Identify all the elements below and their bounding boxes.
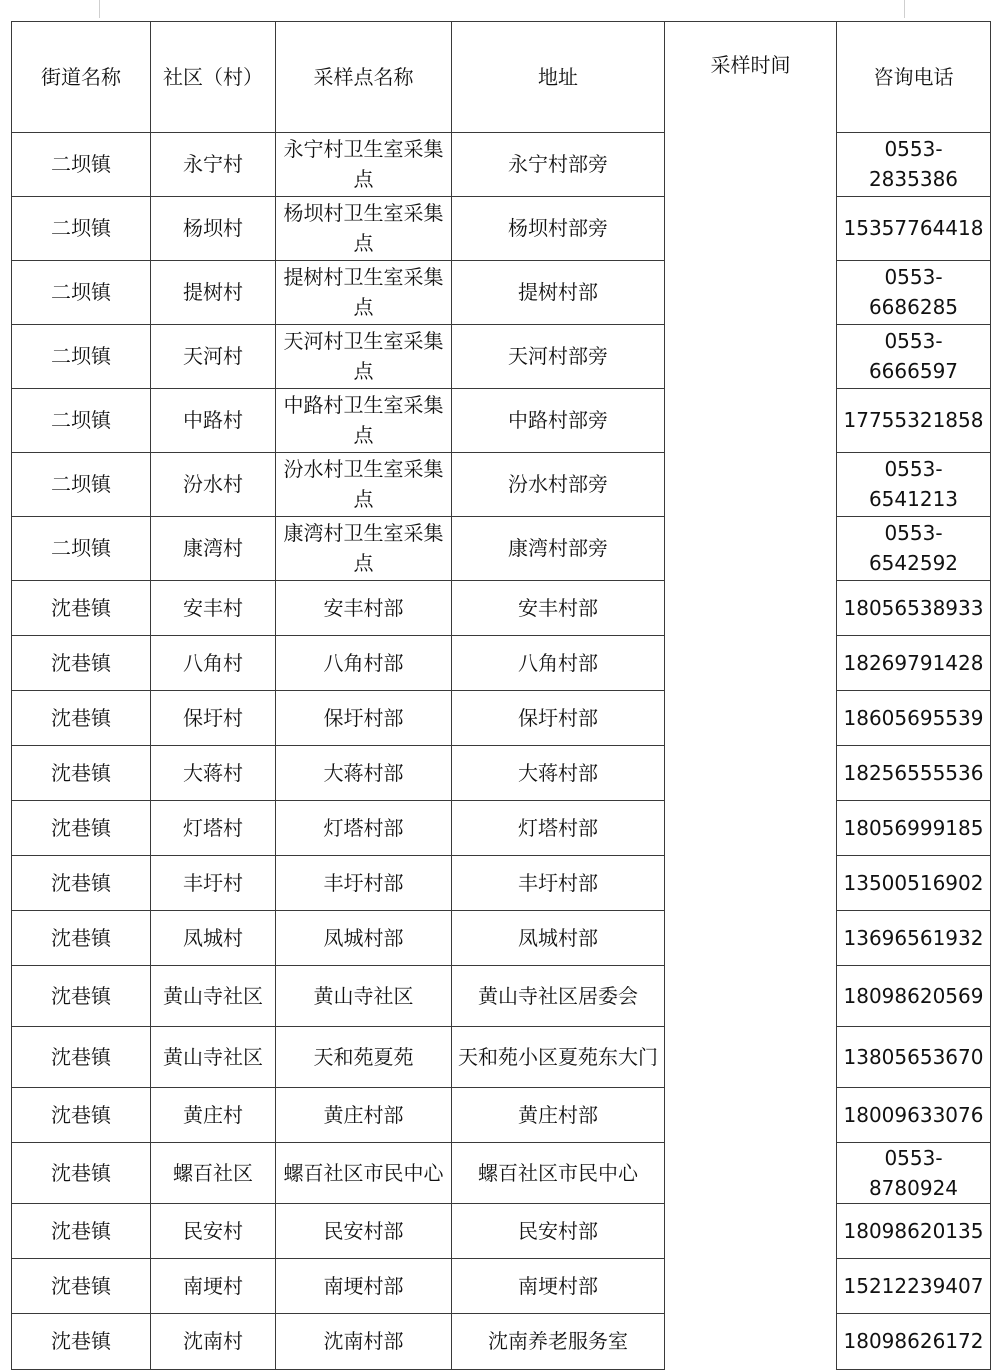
- cell-phone: 13696561932: [837, 910, 991, 965]
- table-row: [12, 196, 991, 260]
- table-row: [12, 1142, 991, 1203]
- table-row: [12, 516, 991, 580]
- cell-time: [665, 1258, 837, 1313]
- cell-time: [665, 1313, 837, 1369]
- cell-phone: 0553-6666597: [837, 324, 991, 388]
- table-row: [12, 1203, 991, 1258]
- table-row: [12, 1087, 991, 1142]
- header-community: 社区（村）: [151, 22, 276, 133]
- sampling-sites-table: [11, 21, 991, 1370]
- cell-community: 黄山寺社区: [151, 965, 276, 1026]
- cell-phone: 18256555536: [837, 745, 991, 800]
- cell-phone: 18098620135: [837, 1203, 991, 1258]
- cell-site: 螺百社区市民中心: [276, 1142, 452, 1203]
- cell-address: 永宁村部旁: [452, 132, 665, 196]
- cell-time: [665, 855, 837, 910]
- cell-phone: 0553-6541213: [837, 452, 991, 516]
- cell-street: 二坝镇: [12, 132, 151, 196]
- cell-phone: 0553-8780924: [837, 1142, 991, 1203]
- cell-address: 天河村部旁: [452, 324, 665, 388]
- cell-time: [665, 196, 837, 260]
- cell-phone: 18009633076: [837, 1087, 991, 1142]
- cell-address: 八角村部: [452, 635, 665, 690]
- cell-street: 二坝镇: [12, 196, 151, 260]
- cell-address: 黄山寺社区居委会: [452, 965, 665, 1026]
- cell-community: 保圩村: [151, 690, 276, 745]
- cell-site: 大蒋村部: [276, 745, 452, 800]
- cell-time: [665, 910, 837, 965]
- cell-time: [665, 452, 837, 516]
- cell-phone: 18098620569: [837, 965, 991, 1026]
- cell-address: 中路村部旁: [452, 388, 665, 452]
- cell-street: 沈巷镇: [12, 1203, 151, 1258]
- cell-street: 沈巷镇: [12, 635, 151, 690]
- cell-phone: 13805653670: [837, 1026, 991, 1087]
- cell-time: [665, 324, 837, 388]
- cell-site: 永宁村卫生室采集点: [276, 132, 452, 196]
- table-row: [12, 324, 991, 388]
- table-row: [12, 1258, 991, 1313]
- header-phone: 咨询电话: [837, 22, 991, 133]
- cell-community: 黄庄村: [151, 1087, 276, 1142]
- cell-address: 沈南养老服务室: [452, 1313, 665, 1369]
- cell-site: 八角村部: [276, 635, 452, 690]
- cell-street: 沈巷镇: [12, 965, 151, 1026]
- cell-address: 保圩村部: [452, 690, 665, 745]
- cell-street: 沈巷镇: [12, 1313, 151, 1369]
- table-row: [12, 1026, 991, 1087]
- cell-address: 提树村部: [452, 260, 665, 324]
- cell-address: 凤城村部: [452, 910, 665, 965]
- cell-time: [665, 132, 837, 196]
- cell-address: 南埂村部: [452, 1258, 665, 1313]
- cell-time: [665, 1087, 837, 1142]
- cell-community: 灯塔村: [151, 800, 276, 855]
- cell-address: 汾水村部旁: [452, 452, 665, 516]
- cell-community: 提树村: [151, 260, 276, 324]
- cell-time: [665, 690, 837, 745]
- table-row: [12, 855, 991, 910]
- cell-site: 保圩村部: [276, 690, 452, 745]
- cell-street: 沈巷镇: [12, 1026, 151, 1087]
- cell-street: 二坝镇: [12, 516, 151, 580]
- cell-street: 沈巷镇: [12, 1087, 151, 1142]
- cell-community: 八角村: [151, 635, 276, 690]
- table-row: [12, 690, 991, 745]
- cell-street: 沈巷镇: [12, 580, 151, 635]
- cell-phone: 0553-6686285: [837, 260, 991, 324]
- cell-site: 提树村卫生室采集点: [276, 260, 452, 324]
- cell-site: 沈南村部: [276, 1313, 452, 1369]
- cell-site: 康湾村卫生室采集点: [276, 516, 452, 580]
- table-row: [12, 260, 991, 324]
- cell-site: 凤城村部: [276, 910, 452, 965]
- top-divider-left: [99, 0, 100, 18]
- cell-phone: 15357764418: [837, 196, 991, 260]
- cell-phone: 18605695539: [837, 690, 991, 745]
- cell-address: 民安村部: [452, 1203, 665, 1258]
- top-divider-right: [904, 0, 905, 18]
- table-row: [12, 745, 991, 800]
- cell-community: 中路村: [151, 388, 276, 452]
- cell-address: 丰圩村部: [452, 855, 665, 910]
- cell-street: 沈巷镇: [12, 1142, 151, 1203]
- header-address: 地址: [452, 22, 665, 133]
- cell-street: 沈巷镇: [12, 1258, 151, 1313]
- cell-phone: 17755321858: [837, 388, 991, 452]
- cell-site: 南埂村部: [276, 1258, 452, 1313]
- cell-community: 沈南村: [151, 1313, 276, 1369]
- table-row: [12, 388, 991, 452]
- cell-address: 大蒋村部: [452, 745, 665, 800]
- cell-site: 丰圩村部: [276, 855, 452, 910]
- table-row: [12, 1313, 991, 1369]
- cell-time: [665, 260, 837, 324]
- cell-address: 杨坝村部旁: [452, 196, 665, 260]
- cell-time: [665, 965, 837, 1026]
- cell-street: 沈巷镇: [12, 745, 151, 800]
- cell-community: 天河村: [151, 324, 276, 388]
- cell-street: 二坝镇: [12, 324, 151, 388]
- table-body: [12, 132, 991, 1369]
- cell-community: 丰圩村: [151, 855, 276, 910]
- cell-address: 安丰村部: [452, 580, 665, 635]
- cell-time: [665, 1026, 837, 1087]
- cell-street: 沈巷镇: [12, 855, 151, 910]
- cell-community: 黄山寺社区: [151, 1026, 276, 1087]
- cell-address: 螺百社区市民中心: [452, 1142, 665, 1203]
- cell-street: 沈巷镇: [12, 690, 151, 745]
- table-row: [12, 580, 991, 635]
- cell-address: 天和苑小区夏苑东大门: [452, 1026, 665, 1087]
- cell-community: 安丰村: [151, 580, 276, 635]
- table-row: [12, 965, 991, 1026]
- cell-community: 汾水村: [151, 452, 276, 516]
- cell-street: 二坝镇: [12, 452, 151, 516]
- cell-street: 二坝镇: [12, 260, 151, 324]
- cell-community: 凤城村: [151, 910, 276, 965]
- cell-address: 灯塔村部: [452, 800, 665, 855]
- cell-time: [665, 800, 837, 855]
- cell-phone: 18269791428: [837, 635, 991, 690]
- table-header-row: [12, 22, 991, 133]
- cell-phone: 13500516902: [837, 855, 991, 910]
- cell-site: 中路村卫生室采集点: [276, 388, 452, 452]
- cell-community: 螺百社区: [151, 1142, 276, 1203]
- cell-time: [665, 635, 837, 690]
- cell-site: 天和苑夏苑: [276, 1026, 452, 1087]
- table-row: [12, 132, 991, 196]
- cell-community: 大蒋村: [151, 745, 276, 800]
- cell-site: 黄山寺社区: [276, 965, 452, 1026]
- cell-phone: 15212239407: [837, 1258, 991, 1313]
- cell-site: 杨坝村卫生室采集点: [276, 196, 452, 260]
- cell-time: [665, 1203, 837, 1258]
- cell-time: [665, 1142, 837, 1203]
- header-site: 采样点名称: [276, 22, 452, 133]
- cell-address: 康湾村部旁: [452, 516, 665, 580]
- cell-site: 黄庄村部: [276, 1087, 452, 1142]
- table-row: [12, 452, 991, 516]
- cell-site: 民安村部: [276, 1203, 452, 1258]
- cell-time: [665, 580, 837, 635]
- table-row: [12, 800, 991, 855]
- cell-street: 沈巷镇: [12, 800, 151, 855]
- cell-street: 沈巷镇: [12, 910, 151, 965]
- header-street: 街道名称: [12, 22, 151, 133]
- cell-phone: 0553-6542592: [837, 516, 991, 580]
- cell-site: 汾水村卫生室采集点: [276, 452, 452, 516]
- cell-time: [665, 745, 837, 800]
- cell-community: 民安村: [151, 1203, 276, 1258]
- cell-site: 天河村卫生室采集点: [276, 324, 452, 388]
- header-time: 采样时间: [665, 22, 837, 133]
- cell-time: [665, 388, 837, 452]
- cell-site: 安丰村部: [276, 580, 452, 635]
- table-row: [12, 635, 991, 690]
- cell-street: 二坝镇: [12, 388, 151, 452]
- cell-address: 黄庄村部: [452, 1087, 665, 1142]
- table-row: [12, 910, 991, 965]
- cell-phone: 0553-2835386: [837, 132, 991, 196]
- cell-community: 南埂村: [151, 1258, 276, 1313]
- cell-community: 杨坝村: [151, 196, 276, 260]
- cell-phone: 18098626172: [837, 1313, 991, 1369]
- cell-phone: 18056538933: [837, 580, 991, 635]
- cell-site: 灯塔村部: [276, 800, 452, 855]
- cell-community: 永宁村: [151, 132, 276, 196]
- cell-time: [665, 516, 837, 580]
- cell-phone: 18056999185: [837, 800, 991, 855]
- cell-community: 康湾村: [151, 516, 276, 580]
